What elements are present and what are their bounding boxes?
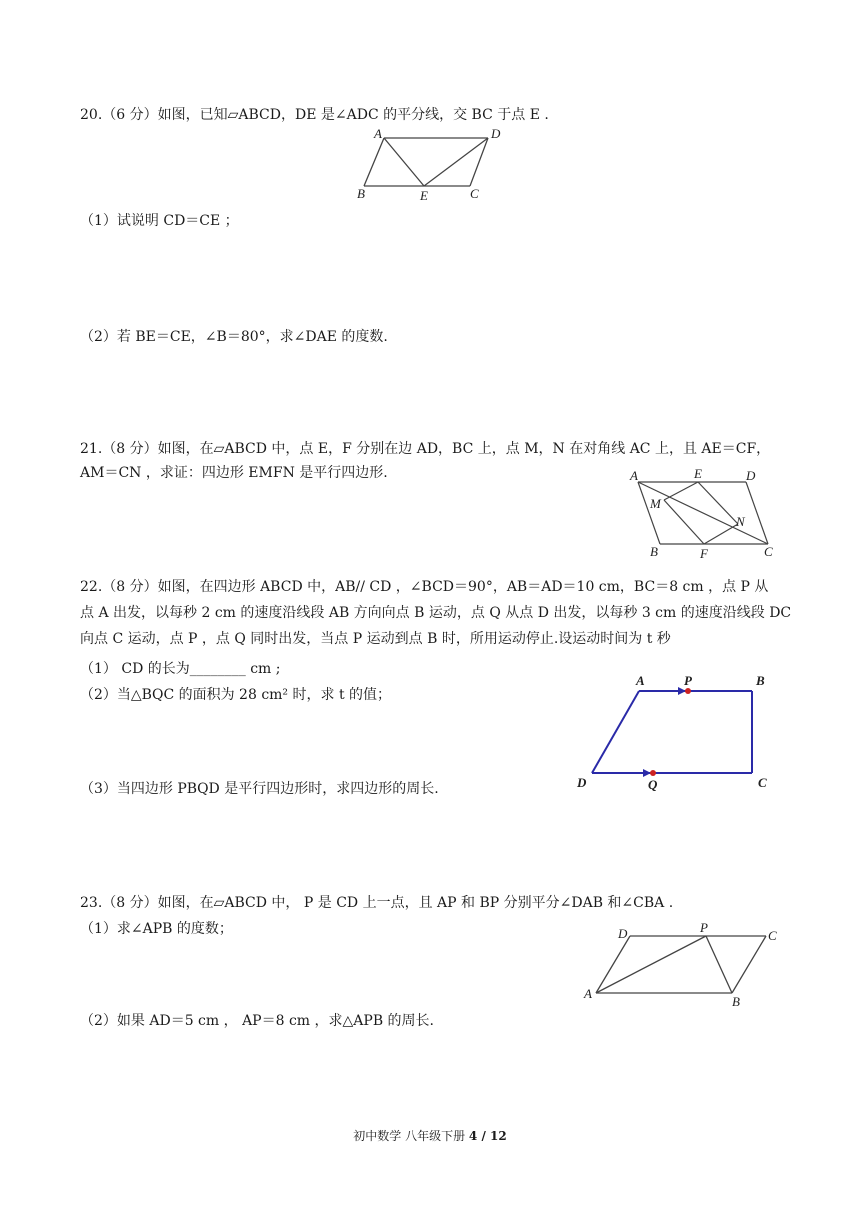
q22-part3: （3）当四边形 PBQD 是平行四边形时，求四边形的周长. bbox=[80, 781, 439, 797]
q22-part1: （1） CD 的长为________ cm ; bbox=[80, 661, 281, 677]
q22-stem-line3: 向点 C 运动，点 P ，点 Q 同时出发，当点 P 运动到点 B 时，所用运动停止.设运动时间为 t 秒 bbox=[80, 631, 671, 647]
q21-label-M: M bbox=[650, 496, 661, 511]
q20-part1: （1）试说明 CD＝CE ； bbox=[80, 213, 239, 229]
q22-label-Q: Q bbox=[648, 777, 658, 792]
q23-part2: （2）如果 AD＝5 cm ， AP＝8 cm ，求△APB 的周长. bbox=[80, 1013, 435, 1029]
q21-label-C: C bbox=[764, 544, 773, 559]
q20-label-D: D bbox=[491, 126, 501, 141]
q21-stem-line1: 21.（8 分）如图，在▱ABCD 中，点 E，F 分别在边 AD，BC 上，点 M，N 在对角线 AC 上，且 AE＝CF， bbox=[80, 441, 771, 457]
q23-part1: （1）求∠APB 的度数； bbox=[80, 921, 233, 937]
q22-label-P: P bbox=[684, 673, 692, 688]
q22-label-D: D bbox=[577, 775, 587, 790]
q21-label-E: E bbox=[694, 466, 702, 481]
q23-figure bbox=[580, 918, 786, 1010]
q22-label-B: B bbox=[756, 673, 765, 688]
footer-text: 初中数学 八年级下册 bbox=[353, 1129, 466, 1143]
q20-figure bbox=[354, 126, 504, 202]
q21-label-N: N bbox=[736, 514, 745, 529]
q23-label-B: B bbox=[732, 994, 740, 1009]
q20-label-E: E bbox=[420, 188, 428, 202]
q22-figure bbox=[572, 670, 782, 795]
q23-label-C: C bbox=[768, 928, 777, 943]
q21-label-F: F bbox=[700, 546, 708, 561]
q21-label-B: B bbox=[650, 544, 658, 559]
q23-label-P: P bbox=[700, 920, 708, 935]
q22-label-C: C bbox=[758, 775, 767, 790]
q21-stem-line2: AM＝CN ，求证：四边形 EMFN 是平行四边形. bbox=[80, 465, 388, 481]
q23-label-A: A bbox=[584, 986, 592, 1001]
q20-label-C: C bbox=[470, 186, 479, 201]
q21-label-D: D bbox=[746, 468, 756, 483]
q20-part2: （2）若 BE＝CE，∠B＝80°，求∠DAE 的度数. bbox=[80, 329, 388, 345]
q20-label-B: B bbox=[357, 186, 365, 201]
page-number: 4 / 12 bbox=[468, 1129, 507, 1143]
q21-figure bbox=[624, 464, 784, 564]
q23-label-D: D bbox=[618, 926, 628, 941]
q22-label-A: A bbox=[636, 673, 645, 688]
q20-label-A: A bbox=[374, 126, 382, 141]
page-footer bbox=[0, 1128, 860, 1144]
q20-stem: 20.（6 分）如图，已知▱ABCD，DE 是∠ADC 的平分线，交 BC 于点 E . bbox=[80, 107, 549, 123]
q22-stem-line2: 点 A 出发，以每秒 2 cm 的速度沿线段 AB 方向向点 B 运动，点 Q 从点 D 出发，以每秒 3 cm 的速度沿线段 DC bbox=[80, 605, 792, 621]
q22-part2: （2）当△BQC 的面积为 28 cm² 时，求 t 的值； bbox=[80, 687, 392, 703]
q21-label-A: A bbox=[630, 468, 638, 483]
q22-stem-line1: 22.（8 分）如图，在四边形 ABCD 中，AB// CD ，∠BCD＝90°，AB＝AD＝10 cm，BC＝8 cm ，点 P 从 bbox=[80, 579, 769, 595]
q23-stem: 23.（8 分）如图，在▱ABCD 中， P 是 CD 上一点，且 AP 和 BP 分别平分∠DAB 和∠CBA . bbox=[80, 895, 674, 911]
